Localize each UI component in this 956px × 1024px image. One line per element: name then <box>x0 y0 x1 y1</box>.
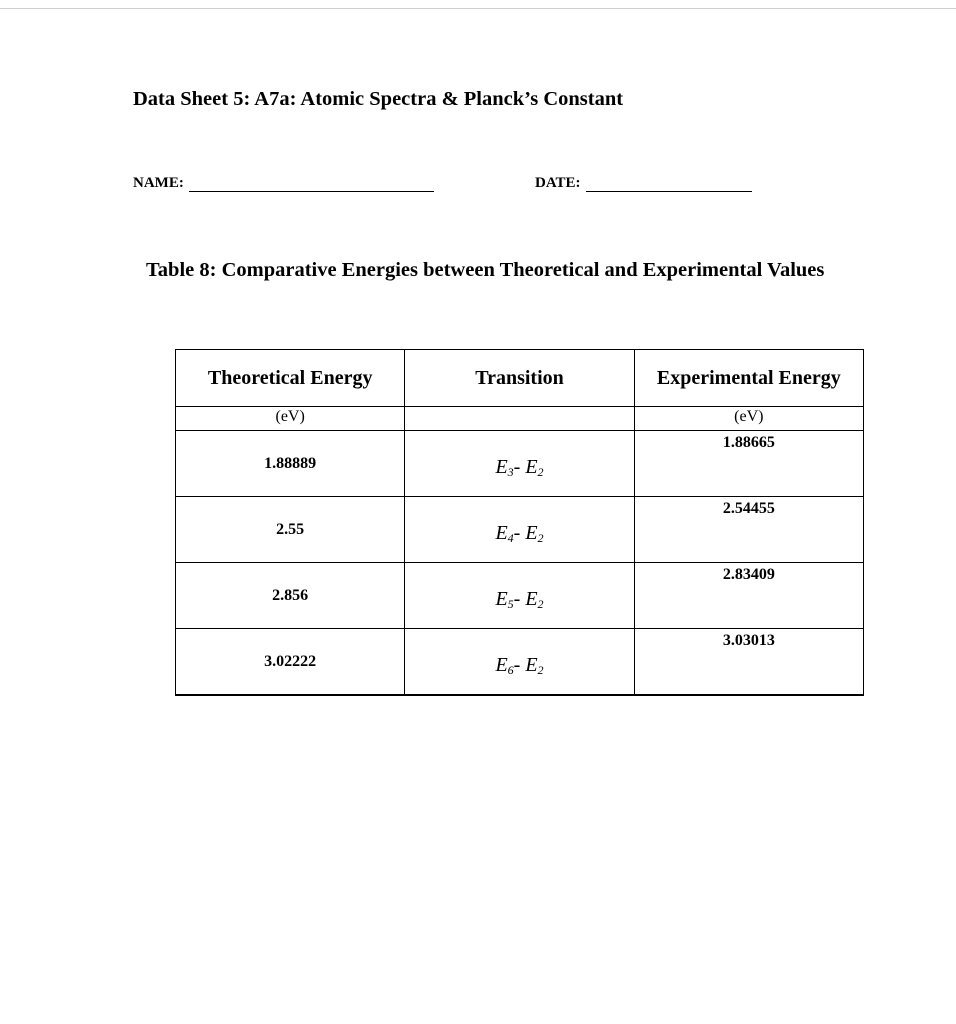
theoretical-energy-cell: 1.88889 <box>176 431 405 497</box>
transition-cell: $E_5-$ $E_2$ <box>405 563 634 629</box>
energies-table <box>175 349 864 696</box>
transition-cell: $E_4-$ $E_2$ <box>405 497 634 563</box>
units-transition <box>405 407 634 431</box>
header-theoretical-energy: Theoretical Energy <box>176 350 405 407</box>
table-row <box>176 563 864 629</box>
transition-cell: $E_3-$ $E_2$ <box>405 431 634 497</box>
experimental-energy-cell: 3.03013 <box>634 629 863 696</box>
theoretical-energy-cell: 3.02222 <box>176 629 405 696</box>
name-label: NAME: <box>133 175 184 191</box>
transition-cell: $E_6-$ $E_2$ <box>405 629 634 696</box>
experimental-energy-cell: 2.54455 <box>634 497 863 563</box>
page-title: Data Sheet 5: A7a: Atomic Spectra & Planck’s Constant <box>133 88 624 110</box>
page-top-divider <box>0 8 956 9</box>
units-theoretical: (eV) <box>176 407 405 431</box>
name-blank-line <box>189 176 434 192</box>
theoretical-energy-cell: 2.856 <box>176 563 405 629</box>
experimental-energy-cell: 1.88665 <box>634 431 863 497</box>
table-row <box>176 497 864 563</box>
table-row <box>176 431 864 497</box>
table-header-row <box>176 350 864 407</box>
table-row <box>176 629 864 696</box>
name-field <box>133 175 434 192</box>
date-field <box>535 175 752 192</box>
table-units-row <box>176 407 864 431</box>
date-label: DATE: <box>535 175 581 191</box>
table-caption: Table 8: Comparative Energies between Theoretical and Experimental Values <box>146 259 825 281</box>
units-experimental: (eV) <box>634 407 863 431</box>
theoretical-energy-cell: 2.55 <box>176 497 405 563</box>
experimental-energy-cell: 2.83409 <box>634 563 863 629</box>
header-transition: Transition <box>405 350 634 407</box>
header-experimental-energy: Experimental Energy <box>634 350 863 407</box>
date-blank-line <box>586 176 752 192</box>
